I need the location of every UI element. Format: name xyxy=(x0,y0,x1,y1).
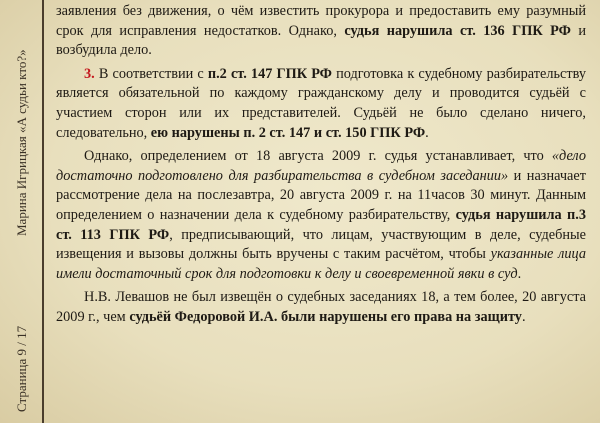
p3-italic-2: указанные лица имели достаточный срок для подготовки к делу и своевременной явки в суд xyxy=(56,246,586,282)
page-indicator: Страница 9 / 17 xyxy=(14,325,29,412)
p2-text-2: подготовка к судебному разбирательству является обязательной по каждому гражданскому делу и проводится судьёй с участием сторон или их представителей. Судьёй не было сделано ничего, следовательно, xyxy=(56,65,587,141)
p3-text-2: и назначает рассмотрение дела на послезавтра, 20 августа 2009 г. на 11часов 30 минут. Данным определением о назначении дела к судебному разбирательству, xyxy=(56,167,586,223)
paragraph-4 xyxy=(56,288,586,327)
p3-text-4: . xyxy=(517,265,522,282)
p3-italic-1: «дело достаточно подготовлено для разбирательства в судебном заседании» xyxy=(56,148,586,184)
p2-text-3: . xyxy=(425,124,429,141)
p3-text-1: Однако, определением от 18 августа 2009 г. судья устанавливает, что xyxy=(84,148,552,165)
margin-rule xyxy=(42,0,44,423)
paragraph-2 xyxy=(56,65,586,143)
p1-text-2: и возбудила дело. xyxy=(56,22,586,59)
p4-text-2: . xyxy=(521,308,526,325)
p4-text-1: Н.В. Левашов не был извещён о судебных заседаниях 18, а тем более, 20 августа 2009 г., чем xyxy=(56,289,586,325)
p2-text-1: В соответствии с xyxy=(94,65,208,82)
p3-text-3: , предписывающий, что лицам, участвующим в деле, судебные извещения и вызовы должны быть вручены с таким расчётом, чтобы xyxy=(56,226,586,263)
item-number: 3. xyxy=(84,65,95,82)
author-title: Марина Игрицкая «А судьи кто?» xyxy=(14,49,29,236)
document-body xyxy=(56,2,586,332)
p1-text-1: заявления без движения, о чём известить прокурора и предоставить ему разумный срок для исправления недостатков. Однако, xyxy=(56,3,586,39)
sidebar xyxy=(10,0,38,423)
p2-bold-2: ею нарушены п. 2 ст. 147 и ст. 150 ГПК РФ xyxy=(150,124,426,141)
p3-bold-1: судья нарушила п.3 ст. 113 ГПК РФ xyxy=(56,206,586,243)
p1-bold-1: судья нарушила ст. 136 ГПК РФ xyxy=(344,22,571,39)
paragraph-1 xyxy=(56,2,586,61)
paragraph-3 xyxy=(56,147,586,284)
p4-bold-1: судьёй Федоровой И.А. были нарушены его права на защиту xyxy=(129,308,522,325)
p2-bold-1: п.2 ст. 147 ГПК РФ xyxy=(207,65,332,82)
